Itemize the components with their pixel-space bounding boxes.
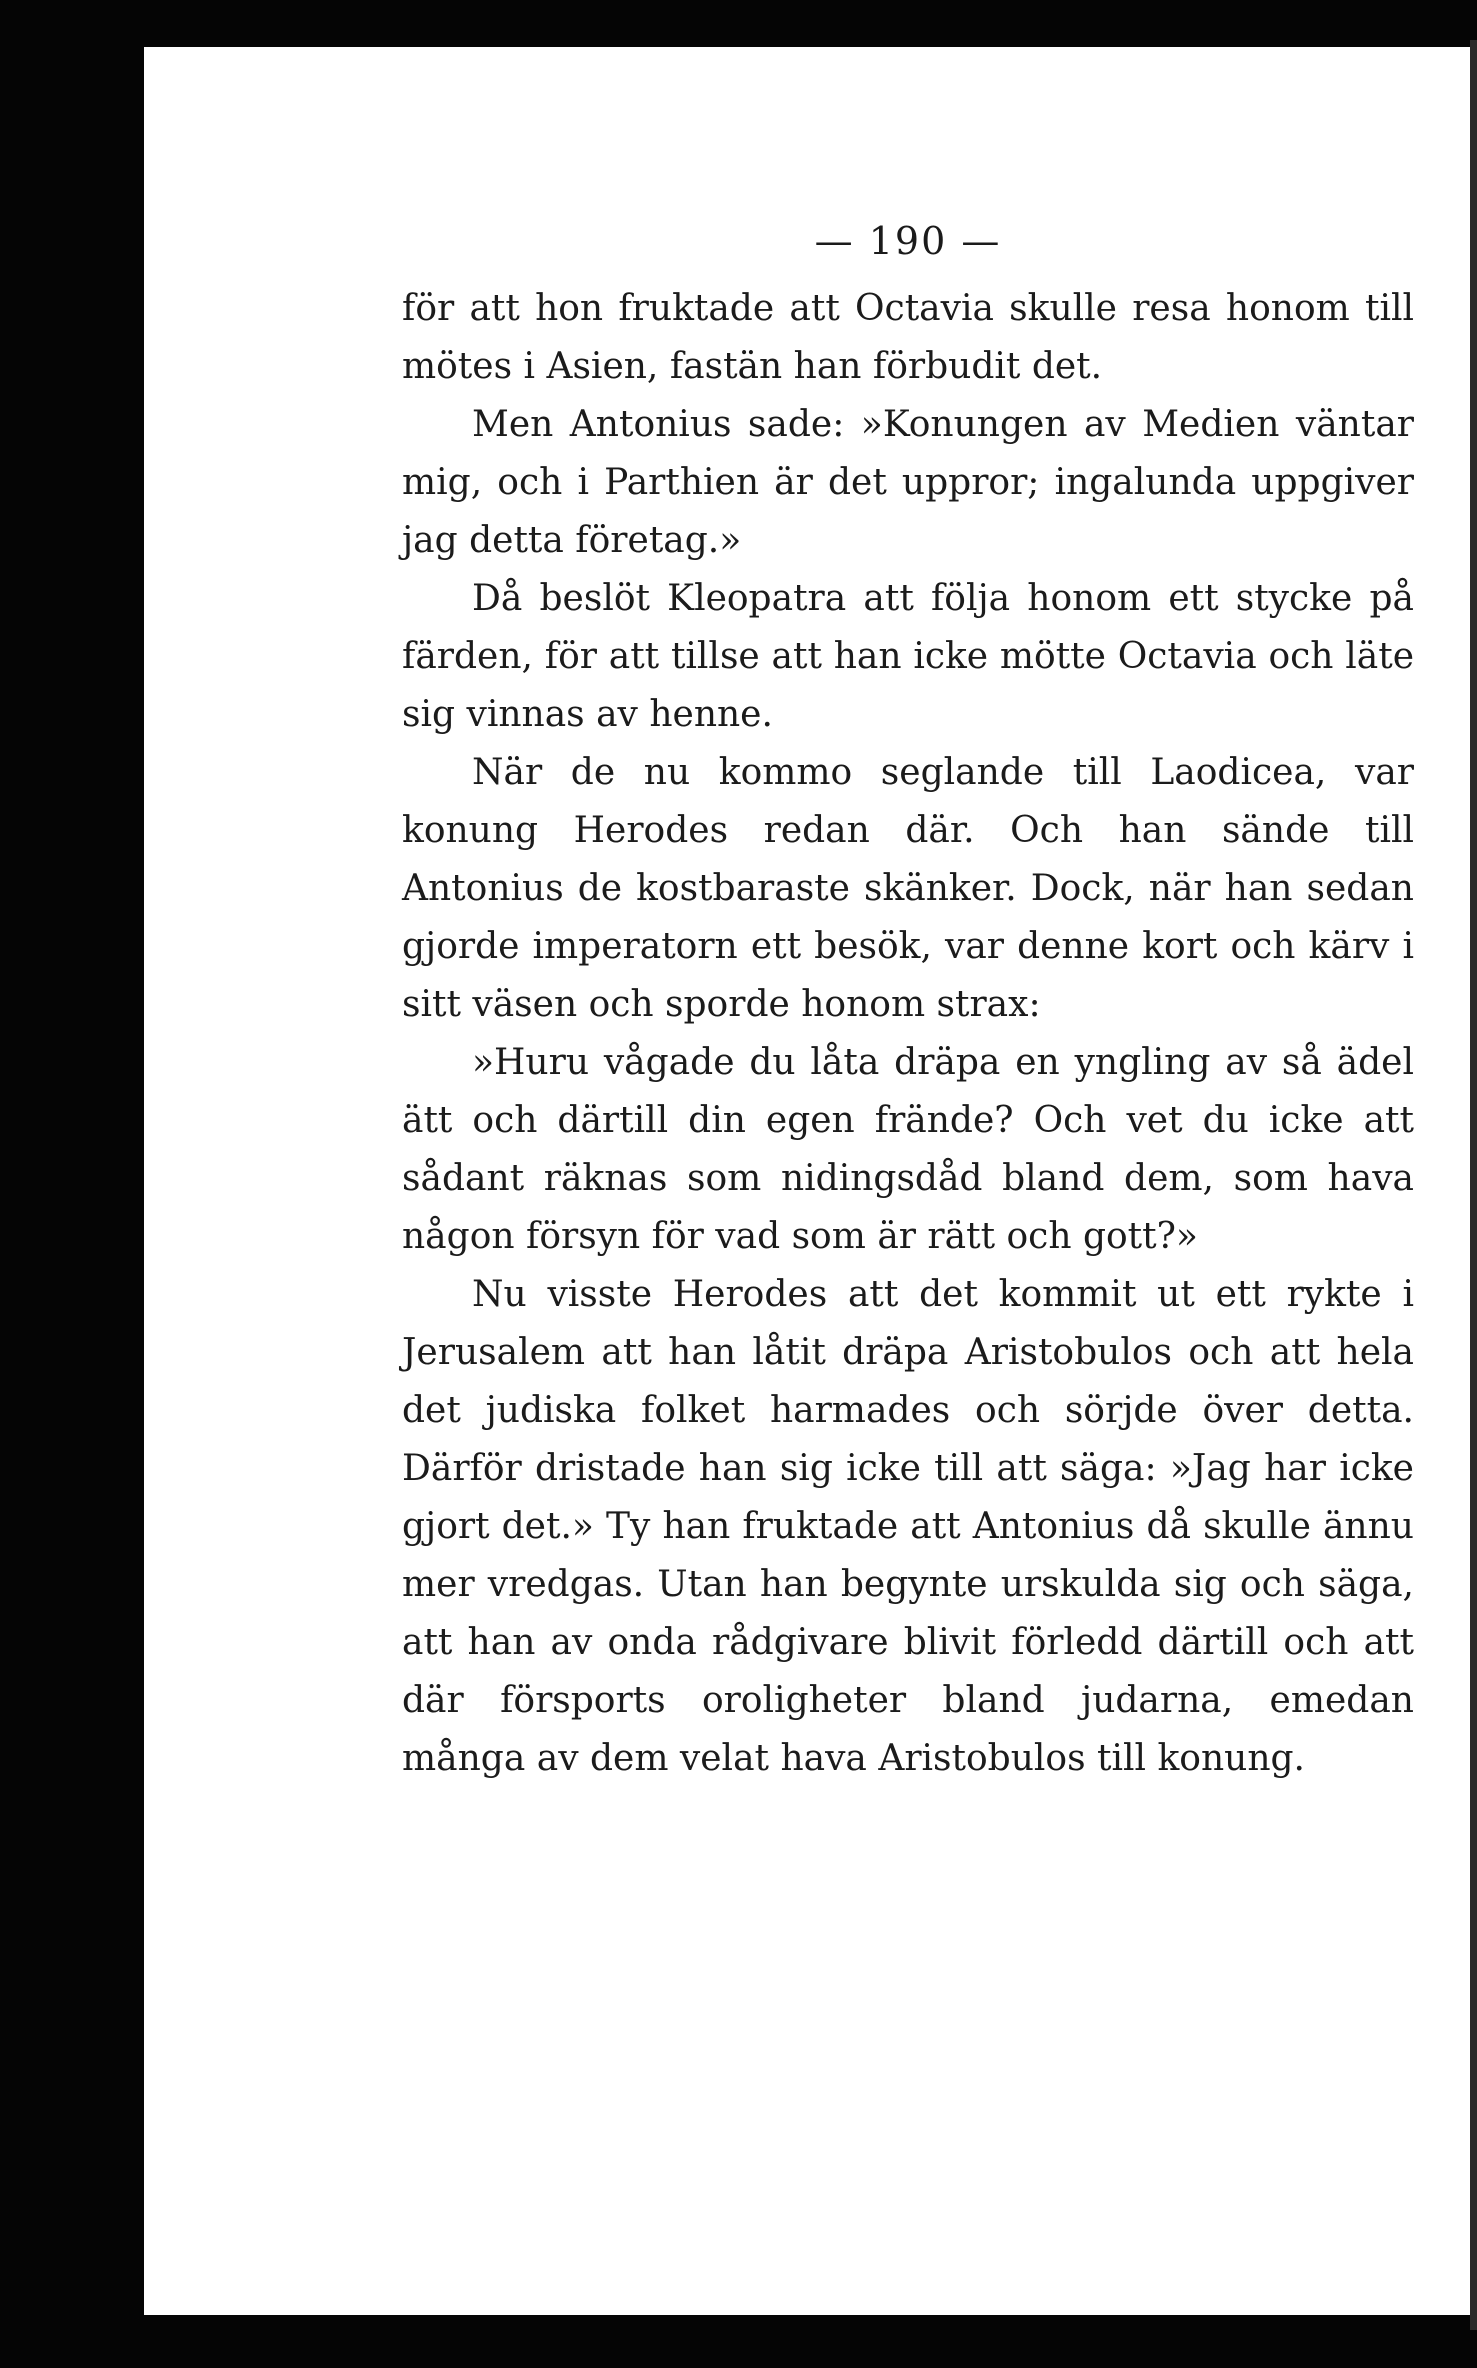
paragraph: Men Antonius sade: »Konungen av Medien väntar mig, och i Parthien är det uppror; ingalunda uppgiver jag detta företag.» [402, 404, 1414, 561]
paragraph: för att hon fruktade att Octavia skulle resa honom till mötes i Asien, fastän han förbudit det. [402, 288, 1414, 387]
body-text [402, 280, 1414, 1788]
text-block [402, 212, 1414, 1788]
paragraph: »Huru vågade du låta dräpa en yngling av så ädel ätt och därtill din egen frände? Och vet du icke att sådant räknas som nidingsdåd bland dem, som hava någon försyn för vad som är rätt och gott?» [402, 1042, 1414, 1257]
paragraph: Då beslöt Kleopatra att följa honom ett stycke på färden, för att tillse att han icke mötte Octavia och läte sig vinnas av henne. [402, 578, 1414, 735]
page-number: — 190 — [814, 219, 1002, 263]
paragraph: Nu visste Herodes att det kommit ut ett rykte i Jerusalem att han låtit dräpa Aristobulos och att hela det judiska folket harmades och sörjde över detta. Därför dristade han sig icke till att säga: »Jag har icke gjort det.» Ty han fruktade att Antonius då skulle ännu mer vredgas. Utan han begynte urskulda sig och säga, att han av onda rådgivare blivit förledd därtill och att där försports oroligheter bland judarna, emedan många av dem velat hava Aristobulos till konung. [402, 1274, 1414, 1779]
page-edge [1470, 40, 1477, 2330]
paragraph: När de nu kommo seglande till Laodicea, var konung Herodes redan där. Och han sände till Antonius de kostbaraste skänker. Dock, när han sedan gjorde imperatorn ett besök, var denne kort och kärv i sitt väsen och sporde honom strax: [402, 752, 1414, 1025]
